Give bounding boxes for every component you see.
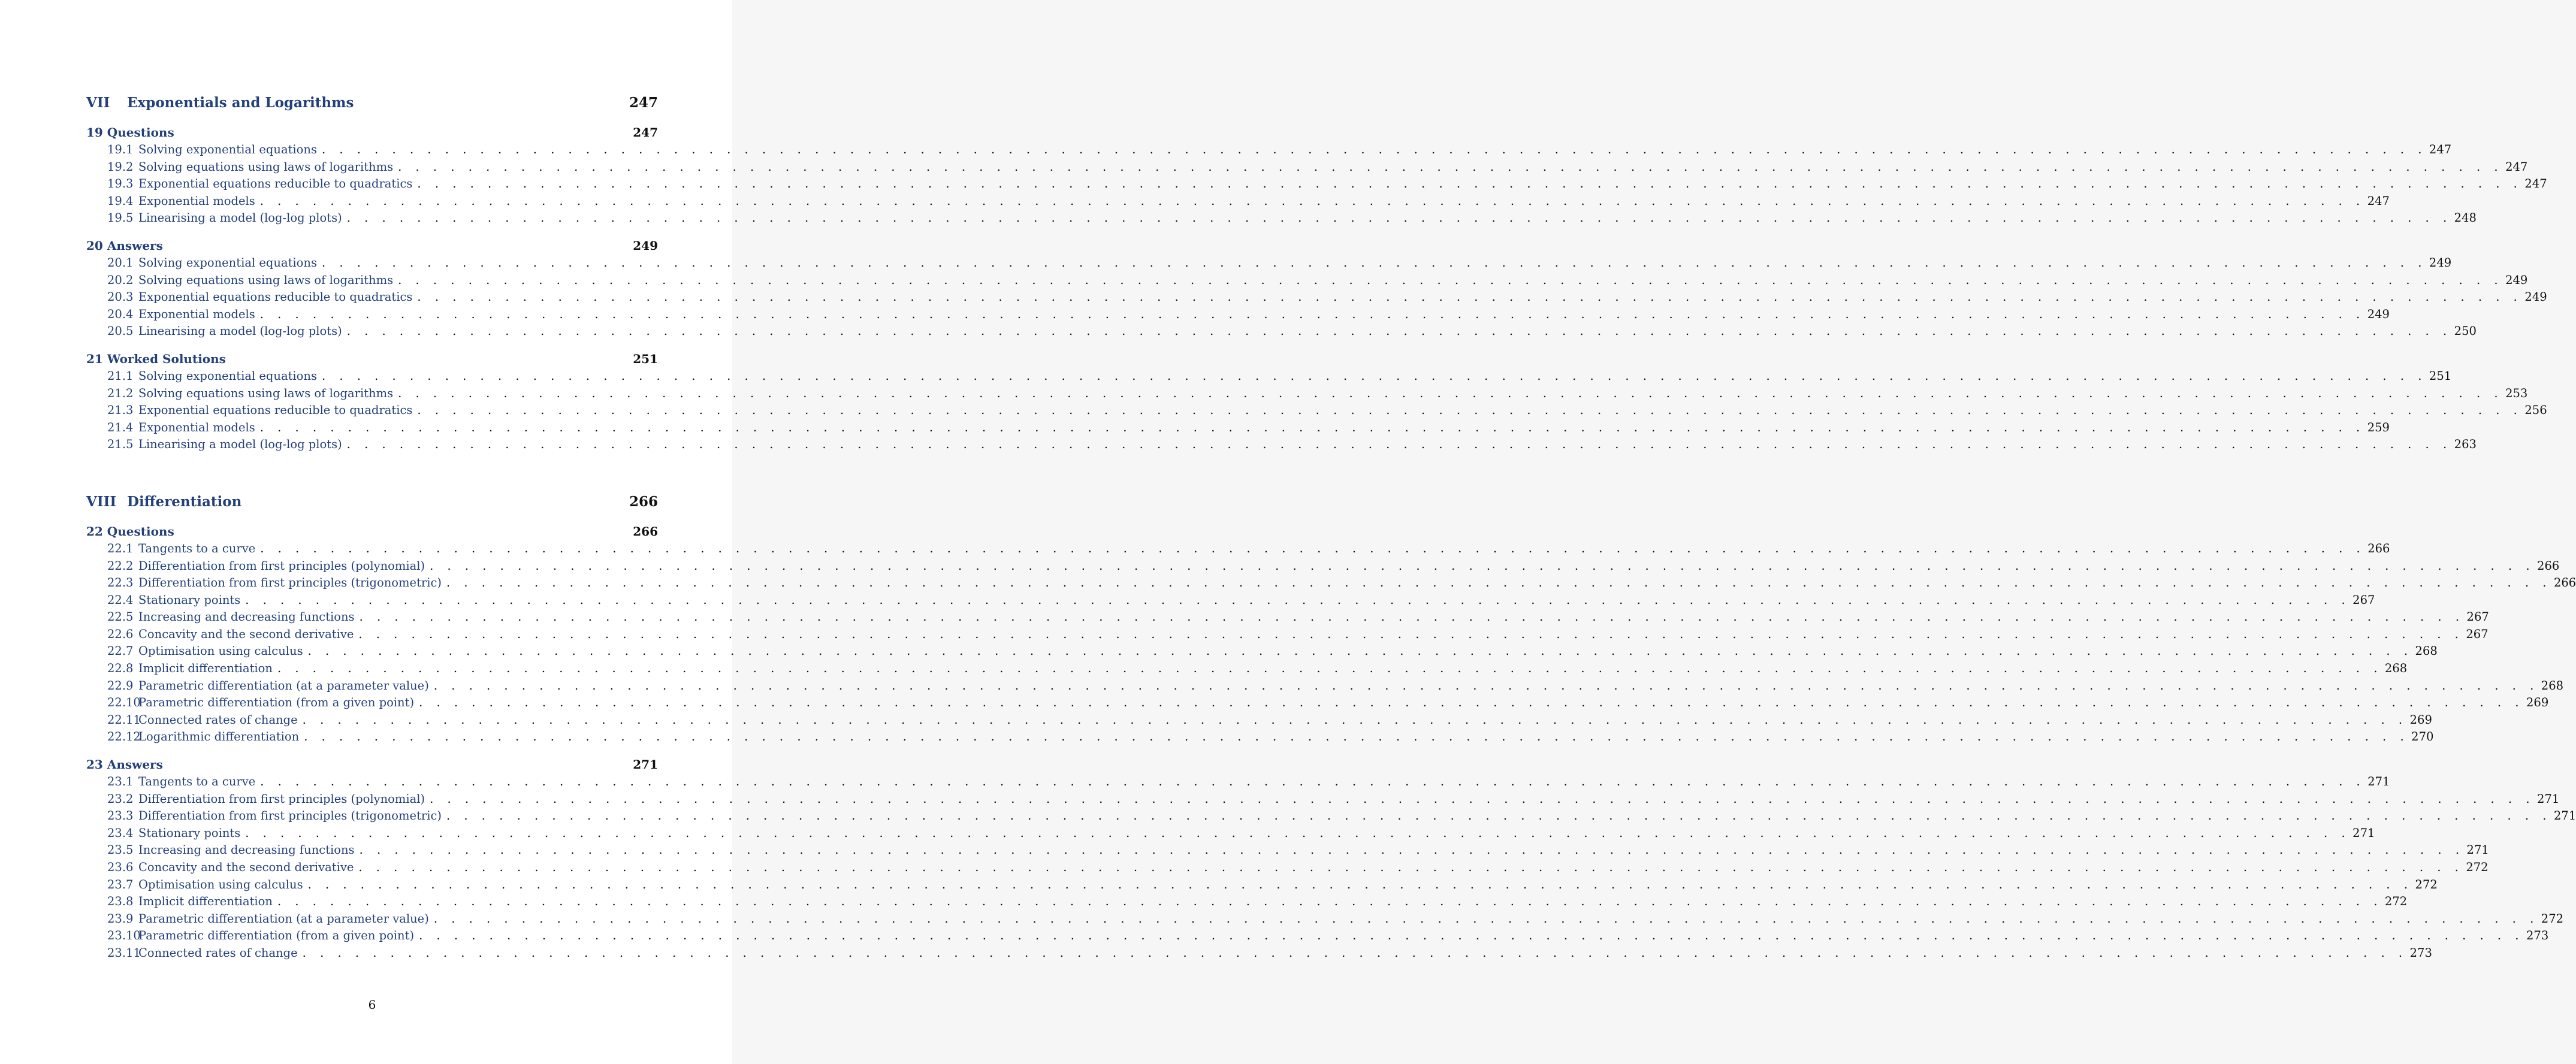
toc-section-entry[interactable] [86, 193, 2390, 210]
toc-section-entry[interactable] [86, 927, 2549, 945]
section-page-number: 271 [2367, 775, 2390, 789]
toc-section-entry[interactable] [86, 540, 2390, 558]
section-page-number: 248 [2454, 211, 2477, 225]
toc-section-entry[interactable] [86, 141, 2452, 159]
section-title: Exponential equations reducible to quadratics [138, 403, 413, 418]
chapter-title: 23 Answers [86, 757, 163, 772]
section-page-number: 271 [2352, 826, 2375, 840]
dot-leader: . . . . . . . . . . . . . . . . . . . . . . . . . . . . . . . . . . . . . . . . . . . . . . . . . . . . . . . . . . . . . . . . . . . . . . . . . . . . . . . . . . . . . . . . . . . . . . . . . . . . . . . . . . . . . . . . . . . . . . . . [307, 644, 2413, 658]
section-number: 19.4 [107, 194, 134, 208]
part-page-number: 266 [629, 493, 658, 510]
section-page-number: 249 [2367, 307, 2390, 321]
section-title: Parametric differentiation (at a parameter value) [138, 678, 429, 693]
toc-section-entry[interactable] [86, 159, 2528, 176]
toc-section-entry[interactable] [86, 876, 2438, 894]
dot-leader: . . . . . . . . . . . . . . . . . . . . . . . . . . . . . . . . . . . . . . . . . . . . . . . . . . . . . . . . . . . . . . . . . . . . . . . . . . . . . . . . . . . . . . . . . . . . . . . . . . . . . . . . . . . . . . . . . . . . . . . . [346, 324, 2452, 338]
toc-section-entry[interactable] [86, 210, 2477, 227]
section-number: 22.5 [107, 610, 134, 624]
section-title: Solving exponential equations [138, 255, 317, 270]
section-title: Concavity and the second derivative [138, 860, 354, 874]
section-title: Implicit differentiation [138, 894, 273, 909]
toc-section-entry[interactable] [86, 842, 2489, 859]
toc-part-entry[interactable] [86, 491, 658, 513]
section-number: 21.3 [107, 403, 134, 418]
section-title: Differentiation from first principles (trigonometric) [138, 809, 442, 823]
toc-part-entry[interactable] [86, 92, 658, 114]
dot-leader: . . . . . . . . . . . . . . . . . . . . . . . . . . . . . . . . . . . . . . . . . . . . . . . . . . . . . . . . . . . . . . . . . . . . . . . . . . . . . . . . . . . . . . . . . . . . . . . . . . . . . . . . . . . . . . . . . . . . . . . . [398, 273, 2503, 287]
section-title: Differentiation from first principles (polynomial) [138, 558, 425, 573]
dot-leader: . . . . . . . . . . . . . . . . . . . . . . . . . . . . . . . . . . . . . . . . . . . . . . . . . . . . . . . . . . . . . . . . . . . . . . . . . . . . . . . . . . . . . . . . . . . . . . . . . . . . . . . . . . . . . . . . . . . . . . . . [346, 437, 2452, 452]
toc-section-entry[interactable] [86, 808, 2576, 825]
section-title: Implicit differentiation [138, 661, 273, 676]
toc-section-entry[interactable] [86, 436, 2477, 454]
dot-leader: . . . . . . . . . . . . . . . . . . . . . . . . . . . . . . . . . . . . . . . . . . . . . . . . . . . . . . . . . . . . . . . . . . . . . . . . . . . . . . . . . . . . . . . . . . . . . . . . . . . . . . . . . . . . . . . . . . . . . . . . [358, 627, 2464, 641]
section-page-number: 271 [2466, 843, 2489, 857]
section-title: Stationary points [138, 593, 241, 607]
part-number: VII [86, 95, 110, 111]
toc-section-entry[interactable] [86, 694, 2549, 712]
toc-section-entry[interactable] [86, 419, 2390, 437]
section-page-number: 268 [2541, 678, 2564, 693]
section-page-number: 247 [2524, 177, 2547, 191]
dot-leader: . . . . . . . . . . . . . . . . . . . . . . . . . . . . . . . . . . . . . . . . . . . . . . . . . . . . . . . . . . . . . . . . . . . . . . . . . . . . . . . . . . . . . . . . . . . . . . . . . . . . . . . . . . . . . . . . . . . . . . . . [259, 194, 2365, 208]
section-number: 21.1 [107, 368, 134, 383]
dot-leader: . . . . . . . . . . . . . . . . . . . . . . . . . . . . . . . . . . . . . . . . . . . . . . . . . . . . . . . . . . . . . . . . . . . . . . . . . . . . . . . . . . . . . . . . . . . . . . . . . . . . . . . . . . . . . . . . . . . . . . . . [346, 211, 2452, 225]
section-title: Optimisation using calculus [138, 644, 303, 658]
part-title: Exponentials and Logarithms [127, 95, 354, 111]
dot-leader: . . . . . . . . . . . . . . . . . . . . . . . . . . . . . . . . . . . . . . . . . . . . . . . . . . . . . . . . . . . . . . . . . . . . . . . . . . . . . . . . . . . . . . . . . . . . . . . . . . . . . . . . . . . . . . . . . . . . . . . . [430, 791, 2535, 806]
dot-leader: . . . . . . . . . . . . . . . . . . . . . . . . . . . . . . . . . . . . . . . . . . . . . . . . . . . . . . . . . . . . . . . . . . . . . . . . . . . . . . . . . . . . . . . . . . . . . . . . . . . . . . . . . . . . . . . . . . . . . . . . [302, 945, 2408, 960]
section-page-number: 273 [2409, 945, 2432, 960]
section-title: Parametric differentiation (from a given point) [138, 696, 415, 710]
chapter-title: 19 Questions [86, 125, 174, 140]
section-number: 21.2 [107, 386, 134, 400]
dot-leader: . . . . . . . . . . . . . . . . . . . . . . . . . . . . . . . . . . . . . . . . . . . . . . . . . . . . . . . . . . . . . . . . . . . . . . . . . . . . . . . . . . . . . . . . . . . . . . . . . . . . . . . . . . . . . . . . . . . . . . . . [433, 678, 2539, 693]
section-number: 22.10 [107, 696, 141, 710]
dot-leader: . . . . . . . . . . . . . . . . . . . . . . . . . . . . . . . . . . . . . . . . . . . . . . . . . . . . . . . . . . . . . . . . . . . . . . . . . . . . . . . . . . . . . . . . . . . . . . . . . . . . . . . . . . . . . . . . . . . . . . . . [398, 159, 2503, 174]
section-title: Tangents to a curve [138, 541, 256, 555]
toc-section-entry[interactable] [86, 911, 2564, 928]
chapter-title: 21 Worked Solutions [86, 351, 226, 366]
section-number: 23.5 [107, 843, 134, 857]
toc-section-entry[interactable] [86, 306, 2390, 324]
section-title: Exponential models [138, 420, 255, 434]
section-page-number: 271 [2553, 809, 2576, 823]
section-number: 19.2 [107, 159, 134, 174]
toc-chapter-entry[interactable] [86, 756, 658, 773]
section-title: Parametric differentiation (from a given point) [138, 929, 415, 943]
dot-leader: . . . . . . . . . . . . . . . . . . . . . . . . . . . . . . . . . . . . . . . . . . . . . . . . . . . . . . . . . . . . . . . . . . . . . . . . . . . . . . . . . . . . . . . . . . . . . . . . . . . . . . . . . . . . . . . . . . . . . . . . [321, 368, 2427, 383]
section-number: 19.3 [107, 177, 134, 191]
section-page-number: 269 [2409, 712, 2432, 727]
section-number: 22.2 [107, 558, 134, 573]
table-of-contents [86, 92, 2576, 962]
dot-leader: . . . . . . . . . . . . . . . . . . . . . . . . . . . . . . . . . . . . . . . . . . . . . . . . . . . . . . . . . . . . . . . . . . . . . . . . . . . . . . . . . . . . . . . . . . . . . . . . . . . . . . . . . . . . . . . . . . . . . . . . [433, 911, 2539, 926]
dot-leader: . . . . . . . . . . . . . . . . . . . . . . . . . . . . . . . . . . . . . . . . . . . . . . . . . . . . . . . . . . . . . . . . . . . . . . . . . . . . . . . . . . . . . . . . . . . . . . . . . . . . . . . . . . . . . . . . . . . . . . . . [307, 877, 2413, 891]
toc-section-entry[interactable] [86, 893, 2408, 911]
chapter-page-number: 249 [633, 238, 658, 253]
section-page-number: 259 [2367, 420, 2390, 434]
section-title: Increasing and decreasing functions [138, 610, 355, 624]
section-title: Linearising a model (log-log plots) [138, 437, 342, 452]
section-title: Linearising a model (log-log plots) [138, 211, 342, 225]
section-page-number: 269 [2526, 696, 2549, 710]
section-number: 20.2 [107, 273, 134, 287]
toc-section-entry[interactable] [86, 385, 2528, 403]
dot-leader: . . . . . . . . . . . . . . . . . . . . . . . . . . . . . . . . . . . . . . . . . . . . . . . . . . . . . . . . . . . . . . . . . . . . . . . . . . . . . . . . . . . . . . . . . . . . . . . . . . . . . . . . . . . . . . . . . . . . . . . . [417, 290, 2523, 304]
dot-leader: . . . . . . . . . . . . . . . . . . . . . . . . . . . . . . . . . . . . . . . . . . . . . . . . . . . . . . . . . . . . . . . . . . . . . . . . . . . . . . . . . . . . . . . . . . . . . . . . . . . . . . . . . . . . . . . . . . . . . . . . [321, 143, 2427, 156]
section-number: 22.4 [107, 593, 134, 607]
toc-chapter-entry[interactable] [86, 350, 658, 368]
dot-leader: . . . . . . . . . . . . . . . . . . . . . . . . . . . . . . . . . . . . . . . . . . . . . . . . . . . . . . . . . . . . . . . . . . . . . . . . . . . . . . . . . . . . . . . . . . . . . . . . . . . . . . . . . . . . . . . . . . . . . . . . [302, 712, 2408, 727]
chapter-page-number: 266 [633, 524, 658, 539]
dot-leader: . . . . . . . . . . . . . . . . . . . . . . . . . . . . . . . . . . . . . . . . . . . . . . . . . . . . . . . . . . . . . . . . . . . . . . . . . . . . . . . . . . . . . . . . . . . . . . . . . . . . . . . . . . . . . . . . . . . . . . . . [304, 730, 2409, 744]
section-number: 23.7 [107, 877, 134, 891]
section-number: 22.1 [107, 541, 134, 555]
section-page-number: 267 [2466, 610, 2489, 624]
toc-section-entry[interactable] [86, 592, 2375, 609]
section-number: 23.11 [107, 945, 141, 960]
section-number: 22.7 [107, 644, 134, 658]
section-number: 19.5 [107, 211, 134, 225]
dot-leader: . . . . . . . . . . . . . . . . . . . . . . . . . . . . . . . . . . . . . . . . . . . . . . . . . . . . . . . . . . . . . . . . . . . . . . . . . . . . . . . . . . . . . . . . . . . . . . . . . . . . . . . . . . . . . . . . . . . . . . . . [277, 661, 2382, 676]
section-page-number: 268 [2384, 661, 2408, 676]
section-title: Solving equations using laws of logarithms [138, 159, 394, 174]
section-number: 23.9 [107, 911, 134, 926]
section-page-number: 266 [2367, 541, 2390, 555]
section-number: 23.2 [107, 791, 134, 806]
toc-section-entry[interactable] [86, 825, 2375, 842]
toc-section-entry[interactable] [86, 368, 2452, 385]
section-page-number: 249 [2429, 255, 2452, 270]
toc-section-entry[interactable] [86, 558, 2560, 575]
section-title: Solving equations using laws of logarithms [138, 386, 394, 400]
section-page-number: 266 [2537, 558, 2560, 573]
section-page-number: 263 [2454, 437, 2477, 452]
section-page-number: 250 [2454, 324, 2477, 338]
section-title: Tangents to a curve [138, 775, 256, 789]
section-page-number: 247 [2367, 194, 2390, 208]
section-number: 23.1 [107, 775, 134, 789]
section-page-number: 266 [2553, 576, 2576, 590]
toc-section-entry[interactable] [86, 575, 2576, 592]
section-number: 20.4 [107, 307, 134, 321]
chapter-title: 22 Questions [86, 524, 174, 539]
chapter-page-number: 247 [633, 125, 658, 140]
section-number: 20.5 [107, 324, 134, 338]
toc-section-entry[interactable] [86, 643, 2438, 660]
section-title: Solving exponential equations [138, 143, 317, 156]
section-page-number: 251 [2429, 368, 2452, 383]
section-title: Solving equations using laws of logarithms [138, 273, 394, 287]
section-page-number: 268 [2415, 644, 2438, 658]
section-number: 22.9 [107, 678, 134, 693]
section-number: 22.11 [107, 712, 141, 727]
part-title: Differentiation [127, 493, 242, 510]
dot-leader: . . . . . . . . . . . . . . . . . . . . . . . . . . . . . . . . . . . . . . . . . . . . . . . . . . . . . . . . . . . . . . . . . . . . . . . . . . . . . . . . . . . . . . . . . . . . . . . . . . . . . . . . . . . . . . . . . . . . . . . . [359, 843, 2465, 857]
section-number: 23.8 [107, 894, 134, 909]
toc-section-entry[interactable] [86, 773, 2390, 791]
dot-leader: . . . . . . . . . . . . . . . . . . . . . . . . . . . . . . . . . . . . . . . . . . . . . . . . . . . . . . . . . . . . . . . . . . . . . . . . . . . . . . . . . . . . . . . . . . . . . . . . . . . . . . . . . . . . . . . . . . . . . . . . [430, 558, 2535, 573]
dot-leader: . . . . . . . . . . . . . . . . . . . . . . . . . . . . . . . . . . . . . . . . . . . . . . . . . . . . . . . . . . . . . . . . . . . . . . . . . . . . . . . . . . . . . . . . . . . . . . . . . . . . . . . . . . . . . . . . . . . . . . . . [446, 576, 2551, 590]
section-number: 20.3 [107, 290, 134, 304]
toc-section-entry[interactable] [86, 609, 2489, 626]
section-page-number: 249 [2524, 290, 2547, 304]
section-number: 22.8 [107, 661, 134, 676]
toc-chapter-entry[interactable] [86, 523, 658, 540]
section-title: Logarithmic differentiation [138, 730, 300, 744]
section-number: 21.4 [107, 420, 134, 434]
toc-section-entry[interactable] [86, 289, 2547, 306]
toc-section-entry[interactable] [86, 402, 2547, 419]
section-page-number: 273 [2526, 929, 2549, 943]
section-title: Optimisation using calculus [138, 877, 303, 891]
page-number: 6 [368, 998, 376, 1012]
toc-section-entry[interactable] [86, 255, 2452, 272]
toc-section-entry[interactable] [86, 272, 2528, 289]
chapter-page-number: 251 [633, 351, 658, 366]
toc-section-entry[interactable] [86, 729, 2434, 746]
toc-section-entry[interactable] [86, 626, 2489, 643]
chapter-page-number: 271 [633, 757, 658, 772]
section-title: Differentiation from first principles (polynomial) [138, 791, 425, 806]
section-page-number: 271 [2537, 791, 2560, 806]
section-number: 22.12 [107, 730, 141, 744]
chapter-title: 20 Answers [86, 238, 163, 253]
dot-leader: . . . . . . . . . . . . . . . . . . . . . . . . . . . . . . . . . . . . . . . . . . . . . . . . . . . . . . . . . . . . . . . . . . . . . . . . . . . . . . . . . . . . . . . . . . . . . . . . . . . . . . . . . . . . . . . . . . . . . . . . [358, 860, 2464, 874]
dot-leader: . . . . . . . . . . . . . . . . . . . . . . . . . . . . . . . . . . . . . . . . . . . . . . . . . . . . . . . . . . . . . . . . . . . . . . . . . . . . . . . . . . . . . . . . . . . . . . . . . . . . . . . . . . . . . . . . . . . . . . . . [359, 610, 2465, 624]
dot-leader: . . . . . . . . . . . . . . . . . . . . . . . . . . . . . . . . . . . . . . . . . . . . . . . . . . . . . . . . . . . . . . . . . . . . . . . . . . . . . . . . . . . . . . . . . . . . . . . . . . . . . . . . . . . . . . . . . . . . . . . . [321, 255, 2427, 270]
section-page-number: 247 [2429, 143, 2452, 156]
section-number: 19.1 [107, 143, 134, 156]
section-title: Linearising a model (log-log plots) [138, 324, 342, 338]
toc-section-entry[interactable] [86, 712, 2432, 729]
section-page-number: 270 [2411, 730, 2434, 744]
part-number: VIII [86, 493, 117, 510]
section-page-number: 267 [2466, 627, 2489, 641]
section-page-number: 272 [2415, 877, 2438, 891]
dot-leader: . . . . . . . . . . . . . . . . . . . . . . . . . . . . . . . . . . . . . . . . . . . . . . . . . . . . . . . . . . . . . . . . . . . . . . . . . . . . . . . . . . . . . . . . . . . . . . . . . . . . . . . . . . . . . . . . . . . . . . . . [277, 894, 2382, 909]
part-page-number: 247 [629, 95, 658, 111]
section-page-number: 272 [2384, 894, 2408, 909]
section-title: Exponential equations reducible to quadratics [138, 177, 413, 191]
toc-section-entry[interactable] [86, 660, 2408, 678]
toc-section-entry[interactable] [86, 859, 2489, 876]
section-number: 22.3 [107, 576, 134, 590]
section-title: Exponential equations reducible to quadratics [138, 290, 413, 304]
dot-leader: . . . . . . . . . . . . . . . . . . . . . . . . . . . . . . . . . . . . . . . . . . . . . . . . . . . . . . . . . . . . . . . . . . . . . . . . . . . . . . . . . . . . . . . . . . . . . . . . . . . . . . . . . . . . . . . . . . . . . . . . [259, 307, 2365, 321]
section-page-number: 272 [2541, 911, 2564, 926]
toc-section-entry[interactable] [86, 176, 2547, 193]
section-number: 23.6 [107, 860, 134, 874]
dot-leader: . . . . . . . . . . . . . . . . . . . . . . . . . . . . . . . . . . . . . . . . . . . . . . . . . . . . . . . . . . . . . . . . . . . . . . . . . . . . . . . . . . . . . . . . . . . . . . . . . . . . . . . . . . . . . . . . . . . . . . . . [260, 541, 2366, 555]
toc-section-entry[interactable] [86, 323, 2477, 340]
section-number: 21.5 [107, 437, 134, 452]
dot-leader: . . . . . . . . . . . . . . . . . . . . . . . . . . . . . . . . . . . . . . . . . . . . . . . . . . . . . . . . . . . . . . . . . . . . . . . . . . . . . . . . . . . . . . . . . . . . . . . . . . . . . . . . . . . . . . . . . . . . . . . . [417, 403, 2523, 418]
toc-chapter-entry[interactable] [86, 237, 658, 255]
section-title: Solving exponential equations [138, 368, 317, 383]
toc-section-entry[interactable] [86, 791, 2560, 808]
toc-section-entry[interactable] [86, 945, 2432, 962]
dot-leader: . . . . . . . . . . . . . . . . . . . . . . . . . . . . . . . . . . . . . . . . . . . . . . . . . . . . . . . . . . . . . . . . . . . . . . . . . . . . . . . . . . . . . . . . . . . . . . . . . . . . . . . . . . . . . . . . . . . . . . . . [259, 420, 2365, 434]
section-title: Exponential models [138, 194, 255, 208]
section-number: 23.10 [107, 929, 141, 943]
section-title: Stationary points [138, 826, 241, 840]
dot-leader: . . . . . . . . . . . . . . . . . . . . . . . . . . . . . . . . . . . . . . . . . . . . . . . . . . . . . . . . . . . . . . . . . . . . . . . . . . . . . . . . . . . . . . . . . . . . . . . . . . . . . . . . . . . . . . . . . . . . . . . . [398, 386, 2503, 400]
section-title: Differentiation from first principles (trigonometric) [138, 576, 442, 590]
section-title: Increasing and decreasing functions [138, 843, 355, 857]
section-number: 23.4 [107, 826, 134, 840]
section-title: Exponential models [138, 307, 255, 321]
section-page-number: 253 [2505, 386, 2528, 400]
dot-leader: . . . . . . . . . . . . . . . . . . . . . . . . . . . . . . . . . . . . . . . . . . . . . . . . . . . . . . . . . . . . . . . . . . . . . . . . . . . . . . . . . . . . . . . . . . . . . . . . . . . . . . . . . . . . . . . . . . . . . . . . [419, 929, 2524, 943]
dot-leader: . . . . . . . . . . . . . . . . . . . . . . . . . . . . . . . . . . . . . . . . . . . . . . . . . . . . . . . . . . . . . . . . . . . . . . . . . . . . . . . . . . . . . . . . . . . . . . . . . . . . . . . . . . . . . . . . . . . . . . . . [245, 826, 2351, 840]
section-title: Parametric differentiation (at a parameter value) [138, 911, 429, 926]
section-page-number: 256 [2524, 403, 2547, 418]
dot-leader: . . . . . . . . . . . . . . . . . . . . . . . . . . . . . . . . . . . . . . . . . . . . . . . . . . . . . . . . . . . . . . . . . . . . . . . . . . . . . . . . . . . . . . . . . . . . . . . . . . . . . . . . . . . . . . . . . . . . . . . . [245, 593, 2351, 607]
dot-leader: . . . . . . . . . . . . . . . . . . . . . . . . . . . . . . . . . . . . . . . . . . . . . . . . . . . . . . . . . . . . . . . . . . . . . . . . . . . . . . . . . . . . . . . . . . . . . . . . . . . . . . . . . . . . . . . . . . . . . . . . [446, 809, 2551, 823]
section-number: 23.3 [107, 809, 134, 823]
section-page-number: 247 [2505, 159, 2528, 174]
section-number: 22.6 [107, 627, 134, 641]
dot-leader: . . . . . . . . . . . . . . . . . . . . . . . . . . . . . . . . . . . . . . . . . . . . . . . . . . . . . . . . . . . . . . . . . . . . . . . . . . . . . . . . . . . . . . . . . . . . . . . . . . . . . . . . . . . . . . . . . . . . . . . . [260, 775, 2366, 789]
section-page-number: 272 [2466, 860, 2489, 874]
toc-chapter-entry[interactable] [86, 124, 658, 141]
section-title: Concavity and the second derivative [138, 627, 354, 641]
section-page-number: 249 [2505, 273, 2528, 287]
section-title: Connected rates of change [138, 945, 298, 960]
dot-leader: . . . . . . . . . . . . . . . . . . . . . . . . . . . . . . . . . . . . . . . . . . . . . . . . . . . . . . . . . . . . . . . . . . . . . . . . . . . . . . . . . . . . . . . . . . . . . . . . . . . . . . . . . . . . . . . . . . . . . . . . [419, 696, 2524, 710]
section-number: 20.1 [107, 255, 134, 270]
dot-leader: . . . . . . . . . . . . . . . . . . . . . . . . . . . . . . . . . . . . . . . . . . . . . . . . . . . . . . . . . . . . . . . . . . . . . . . . . . . . . . . . . . . . . . . . . . . . . . . . . . . . . . . . . . . . . . . . . . . . . . . . [417, 177, 2523, 191]
section-title: Connected rates of change [138, 712, 298, 727]
section-page-number: 267 [2352, 593, 2375, 607]
toc-section-entry[interactable] [86, 678, 2564, 695]
